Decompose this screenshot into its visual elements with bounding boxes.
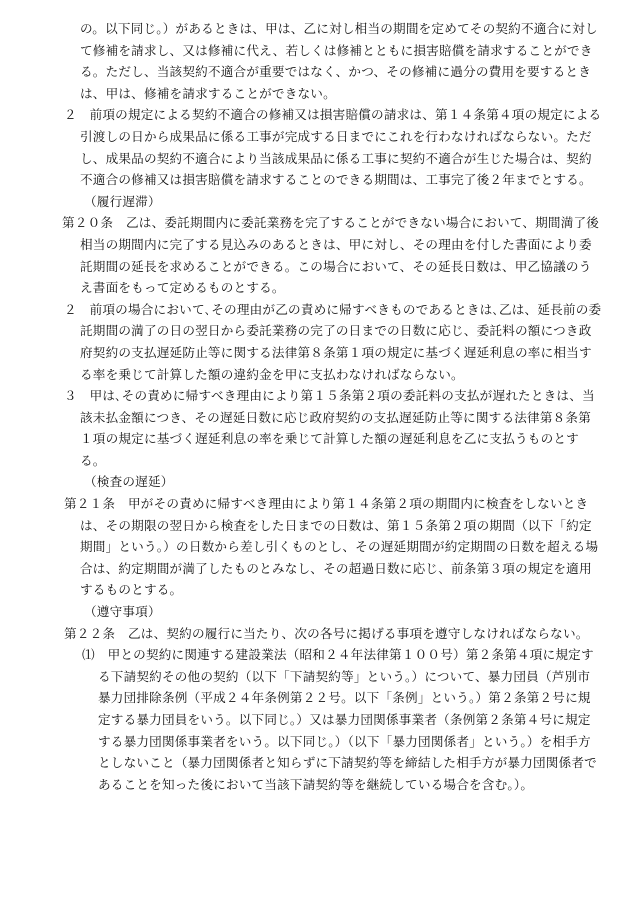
paragraph-19-2 xyxy=(0,104,630,190)
article-caption-20: （履行遅滞） xyxy=(84,193,161,209)
paragraph-number: ２ xyxy=(64,107,77,123)
paragraph-number: ３ xyxy=(64,388,77,404)
article-caption-21: （検査の遅延） xyxy=(84,474,174,490)
article-22 xyxy=(0,623,630,645)
article-caption-22: （遵守事項） xyxy=(84,604,161,620)
document-page xyxy=(0,18,630,795)
paragraph-number: ２ xyxy=(64,301,77,317)
article-number: 第２０条 xyxy=(62,215,114,231)
list-item-1 xyxy=(0,644,630,795)
item-number: ⑴ xyxy=(82,647,95,663)
paragraph-text: 甲は､その責めに帰すべき理由により第１５条第２項の委託料の支払が遅れたときは、当該未払金額につき、その遅延日数に応じ政府契約の支払遅延防止等に関する法律第８条第１項の規定に基づく遅延利息の率を乗じて計算した額の遅延利息を乙に支払うものとする。 xyxy=(80,388,595,468)
article-text: 乙は、委託期間内に委託業務を完了することができない場合において、期間満了後相当の期間内に完了する見込みのあるときは、甲に対し、その理由を付した書面により委託期間の延長を求めることができる。この場合において、その延長日数は、甲乙協議のうえ書面をもって定めるものとする。 xyxy=(80,215,600,296)
article-text: 甲がその責めに帰すべき理由により第１４条第２項の期間内に検査をしないときは、その期限の翌日から検査をした日までの日数は、第１５条第２項の期間（以下「約定期間」という。）の日数から差し引くものとし、その遅延期間が約定期間の日数を超える場合は、約定期間が満了したものとみなし、その超過日数に応じ、前条第３項の規定を適用するものとする。 xyxy=(80,496,599,598)
paragraph-20-3 xyxy=(0,385,630,471)
paragraph-text: 前項の規定による契約不適合の修補又は損害賠償の請求は、第１４条第４項の規定による引渡しの日から成果品に係る工事が完成する日までにこれを行わなければならない。ただし、成果品の契約不適合により当該成果品に係る工事に契約不適合が生じた場合は、契約不適合の修補又は損害賠償を請求することのできる期間は、工事完了後２年までとする。 xyxy=(80,107,602,188)
paragraph-continuation xyxy=(0,18,630,104)
item-text: 甲との契約に関連する建設業法（昭和２４年法律第１００号）第２条第４項に規定する下請契約その他の契約（以下「下請契約等」という。）について、暴力団員（芦別市暴力団排除条例（平成２４年条例第２２号。以下「条例」という。）第２条第２号に規定する暴力団員をいう。以下同じ。）又は暴力団関係事業者（条例第２条第４号に規定する暴力団関係事業者をいう。以下同じ。）（以下「暴力団関係者」という。）を相手方としないこと（暴力団関係者と知らずに下請契約等を締結した相手方が暴力団関係者であることを知った後において当該下請契約等を継続している場合を含む。）。 xyxy=(98,647,597,792)
article-number: 第２２条 xyxy=(64,625,116,641)
paragraph-text: の。以下同じ。）があるときは、甲は、乙に対し相当の期間を定めてその契約不適合に対して修補を請求し、又は修補に代え、若しくは修補とともに損害賠償を請求することができる。ただし、当該契約不適合が重要ではなく、かつ、その修補に過分の費用を要するときは、甲は、修補を請求することができない。 xyxy=(80,21,598,101)
paragraph-text: 前項の場合において､その理由が乙の責めに帰すべきものであるときは､乙は、延長前の委託期間の満了の日の翌日から委託業務の完了の日までの日数に応じ、委託料の額につき政府契約の支払遅延防止等に関する法律第８条第１項の規定に基づく遅延利息の率に相当する率を乗じて計算した額の違約金を甲に支払わなければならない。 xyxy=(80,301,602,382)
article-21 xyxy=(0,493,630,601)
paragraph-20-2 xyxy=(0,299,630,385)
article-20 xyxy=(0,212,630,298)
article-text: 乙は、契約の履行に当たり、次の各号に掲げる事項を遵守しなければならない。 xyxy=(127,625,589,641)
article-number: 第２１条 xyxy=(64,496,116,512)
